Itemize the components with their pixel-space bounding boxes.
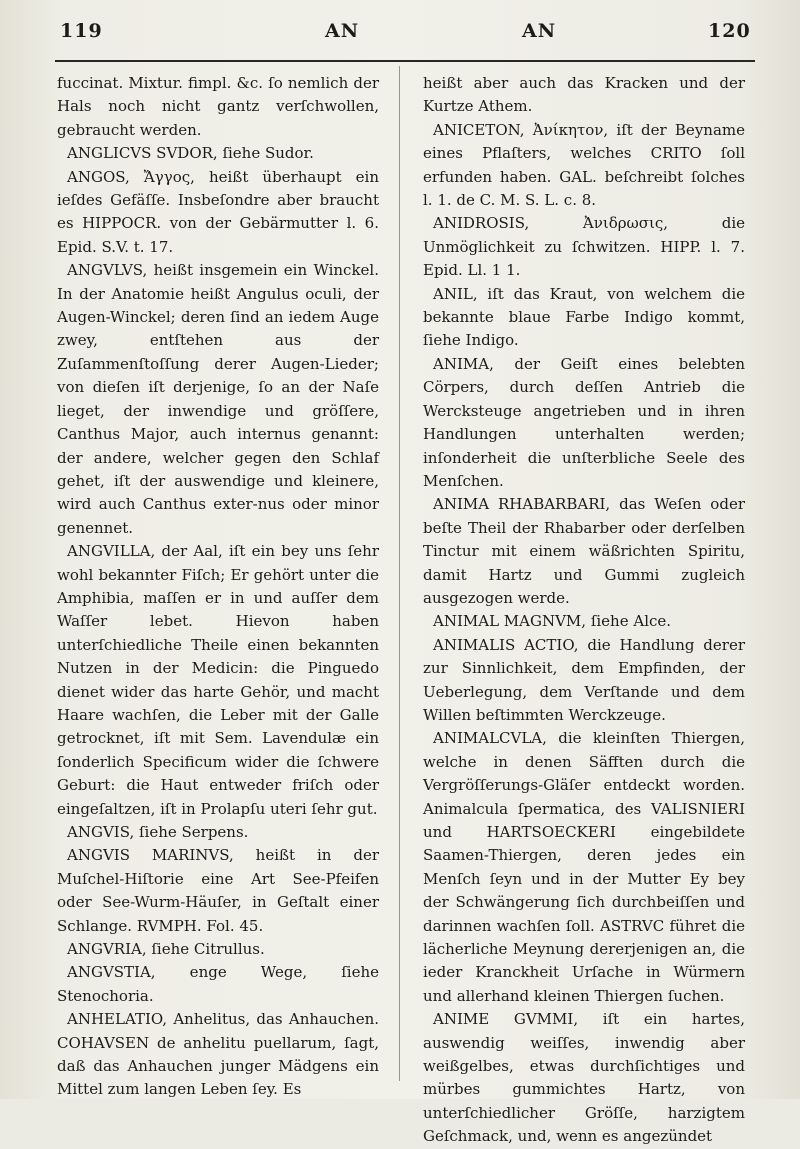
entry-paragraph: ANGVRIA, ſiehe Citrullus. <box>67 940 265 959</box>
entry-paragraph: ANIMALIS ACTIO, die Handlung derer zur Sinnlichkeit, dem Empfinden, der Ueberlegung, dem Verſtande und dem Willen beſtimmten Werckzeuge. <box>423 635 745 724</box>
entry-paragraph: ANGVSTIA, enge Wege, ſiehe Stenochoria. <box>57 963 379 1005</box>
entry-paragraph: ANGLICVS SVDOR, ſiehe Sudor. <box>67 144 314 163</box>
entry-paragraph: fuccinat. Mixtur. fimpl. &c. ſo nemlich der Hals noch nicht gantz verſchwollen, gebraucht werden. <box>57 74 379 139</box>
page-number-left: 119 <box>60 20 103 42</box>
entry-paragraph: ANIMA RHABARBARI, das Weſen oder beſte Theil der Rhabarber oder derſelben Tinctur mit einem wäßrichten Spiritu, damit Hartz und Gummi zugleich ausgezogen werde. <box>423 495 745 607</box>
entry-paragraph: heißt aber auch das Kracken und der Kurtze Athem. <box>423 74 745 116</box>
entry-paragraph: ANIMA, der Geiſt eines belebten Cörpers, durch deſſen Antrieb die Wercksteuge angetrieben und in ihren Handlungen unterhalten werden; inſonderheit die unſterbliche Seele des Menſchen. <box>423 354 745 490</box>
entry-paragraph: ANIMAL MAGNVM, ſiehe Alce. <box>433 612 672 631</box>
header-rule <box>55 60 755 62</box>
entry-paragraph: ANIL, iſt das Kraut, von welchem die bekannte blaue Farbe Indigo kommt, ſiehe Indigo. <box>423 284 745 350</box>
right-column <box>423 72 745 1146</box>
left-column <box>57 72 379 1099</box>
entry-paragraph: ANGVLVS, heißt insgemein ein Winckel. In der Anatomie heißt Angulus oculi, der Augen-Winckel; deren ſind an iedem Auge zwey, entſtehen aus der Zuſammenſtoſſung derer Augen-Lieder; von dieſen iſt derjenige, ſo an der Naſe lieget, der inwendige und gröſſere, Canthus Major, auch internus genannt: der andere, welcher gegen den Schlaf gehet, iſt der auswendige und kleinere, wird auch Canthus exter-nus oder minor genennet. <box>57 261 379 537</box>
entry-paragraph: ANGOS, Ἄγγος, heißt überhaupt ein ieſdes Gefäſſe. Insbeſondre aber braucht es HIPPOCR. von der Gebärmutter l. 6. Epid. S.V. t. 17. <box>57 167 379 256</box>
entry-paragraph: ANIDROSIS, Ἀνιδρωσις, die Unmöglichkeit zu ſchwitzen. HIPP. l. 7. Epid. Ll. 1 1. <box>423 214 745 280</box>
entry-paragraph: ANIME GVMMI, iſt ein hartes, auswendig weiſſes, inwendig aber weißgelbes, etwas durchſichtiges und mürbes gummichtes Hartz, von unterſchiedlicher Gröſſe, harzigtem Geſchmack, und, wenn es angezündet <box>423 1010 745 1146</box>
entry-paragraph: ANIMALCVLA, die kleinſten Thiergen, welche in denen Säfften durch die Vergröſſerungs-Gläſer entdeckt worden. Animalcula ſpermatica, des VALISNIERI und HARTSOECKERI eingebildete Saamen-Thiergen, deren jedes ein Menſch ſeyn und in der Mutter Ey bey der Schwängerung ſich durchbeiſſen und darinnen wachſen ſoll. ASTRVC führet die lächerliche Meynung dererjenigen an, die ieder Kranckheit Urſache in Würmern und allerhand kleinen Thiergen ſuchen. <box>423 729 745 1005</box>
headword-right: AN <box>522 20 557 42</box>
column-divider <box>399 66 400 1081</box>
entry-paragraph: ANHELATIO, Anhelitus, das Anhauchen. COHAVSEN de anhelitu puellarum, ſagt, daß das Anhauchen junger Mädgens ein Mittel zum langen Leben ſey. Es <box>57 1010 379 1099</box>
entry-paragraph: ANICETON, Ἀνίκητον, iſt der Beyname eines Pflaſters, welches CRITO ſoll erfunden haben. GAL. beſchreibt ſolches l. 1. de C. M. S. L. c. 8. <box>423 120 745 210</box>
headword-left: AN <box>325 20 360 42</box>
entry-paragraph: ANGVILLA, der Aal, iſt ein bey uns ſehr wohl bekannter Fiſch; Er gehört unter die Amphibia, maſſen er in und auſſer dem Waſſer lebet. Hievon haben unterſchiedliche Theile einen bekannten Nutzen in der Medicin: die Pinguedo dienet wider das harte Gehör, und macht Haare wachſen, die Leber mit der Galle getrocknet, iſt mit Sem. Lavendulæ ein ſonderlich Specificum wider die ſchwere Geburt: die Haut entweder friſch oder eingeſaltzen, iſt in Prolapſu uteri ſehr gut. <box>57 542 379 818</box>
entry-paragraph: ANGVIS MARINVS, heißt in der Muſchel-Hiſtorie eine Art See-Pfeifen oder See-Wurm-Häuſer, in Geſtalt einer Schlange. RVMPH. Fol. 45. <box>57 846 379 935</box>
page-number-right: 120 <box>708 20 751 42</box>
entry-paragraph: ANGVIS, ſiehe Serpens. <box>67 823 249 841</box>
running-header <box>60 6 780 62</box>
